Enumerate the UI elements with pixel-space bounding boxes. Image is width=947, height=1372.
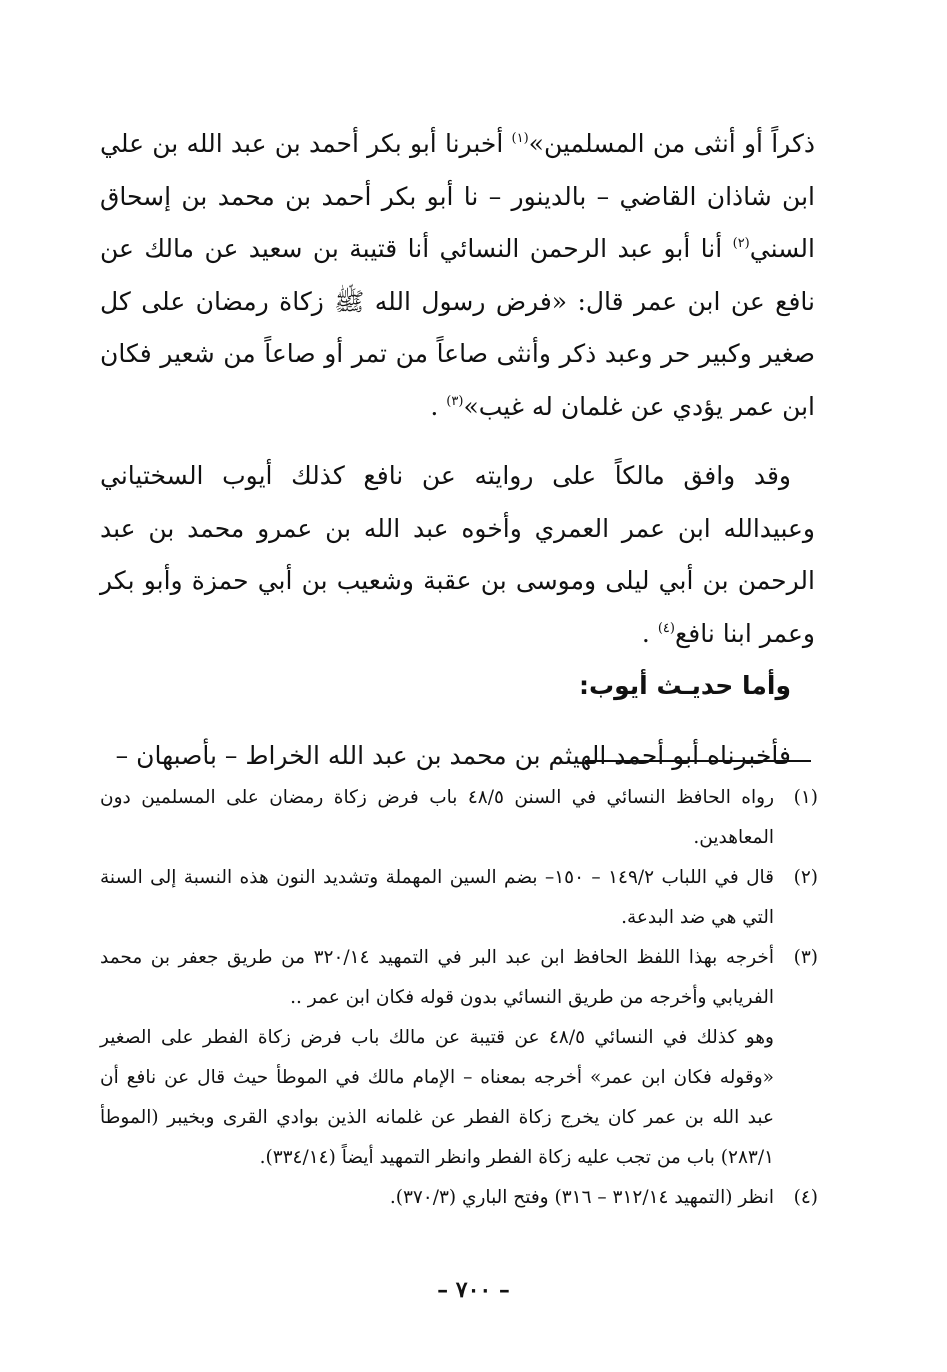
paragraph-2 [100, 450, 815, 660]
footnote-ref-4: (٤) [657, 620, 675, 636]
footnote-line: أخرجه بهذا اللفظ الحافظ ابن عبد البر في التمهيد ٣٢٠/١٤ من طريق جعفر بن محمد الفريابي وأخرجه من طريق النسائي بدون قوله فكان ابن عمر .. [100, 947, 775, 1008]
main-text [100, 118, 815, 782]
footnote-number: (٢) [793, 867, 818, 888]
footnote-line: قال في اللباب ١٤٩/٢ – ١٥٠– بضم السين المهملة وتشديد النون هذه النسبة إلى السنة التي هي ضد البدعة. [100, 867, 774, 928]
footnote-2 [100, 858, 818, 938]
footnote-ref-2: (٢) [732, 236, 750, 251]
text-segment: ذكراً أو أنثى من المسلمين» [528, 129, 815, 158]
footnotes [100, 778, 818, 1218]
footnote-ref-3: (٣) [446, 393, 464, 409]
footnote-line: وهو كذلك في النسائي ٤٨/٥ عن قتيبة عن مالك باب فرض زكاة الفطر على الصغير «وقوله فكان ابن عمر» أخرجه بمعناه – الإمام مالك في الموطأ حيث قال عن نافع أن عبد الله بن عمر كان يخرج زكاة الفطر عن غلمانه الذين بوادي القرى وبخيبر (الموطأ ٢٨٣/١) باب من تجب عليه زكاة الفطر وانظر التمهيد أيضاً (٣٣٤/١٤). [100, 1027, 774, 1168]
footnote-line: انظر (التمهيد ٣١٢/١٤ – ٣١٦) وفتح الباري (٣٧٠/٣). [389, 1187, 774, 1208]
section-heading: وأما حديـث أيوب: [579, 671, 791, 700]
footnote-ref-1: (١) [511, 131, 529, 146]
text-segment: أخبرنا أبو بكر أحمد بن عبد الله بن علي ابن شاذان القاضي – بالدينور – نا أبو بكر أحمد بن محمد بن إسحاق السني [100, 129, 815, 263]
text-segment: وقد وافق مالكاً على روايته عن نافع كذلك أيوب السختياني وعبيدالله ابن عمر العمري وأخوه عبد الله بن عمرو محمد بن عبد الرحمن بن أبي ليلى وموسى بن عقبة وشعيب بن أبي حمزة وأبو بكر وعمر ابنا نافع [100, 461, 815, 648]
footnote-text [100, 938, 774, 1178]
footnote-text [100, 1178, 774, 1218]
footnote-number: (١) [793, 787, 818, 808]
footnote-number: (٣) [793, 947, 818, 968]
footnote-3 [100, 938, 818, 1178]
text-segment: أنا أبو عبد الرحمن النسائي أنا قتيبة بن سعيد عن مالك عن نافع عن ابن عمر قال: «فرض رسول الله ﷺ زكاة رمضان على كل صغير وكبير حر وعبد ذكر وأنثى صاعاً من تمر أو صاعاً من شعير فكان ابن عمر يؤدي عن غلمان له غيب» [100, 234, 815, 421]
footnote-1 [100, 778, 818, 858]
footnote-line: رواه الحافظ النسائي في السنن ٤٨/٥ باب فرض زكاة رمضان على المسلمين دون المعاهدين. [100, 787, 774, 848]
footnote-separator [585, 760, 811, 762]
footnote-text [100, 778, 774, 858]
text-segment: . [430, 391, 447, 421]
footnote-4 [100, 1178, 818, 1218]
footnote-number: (٤) [793, 1187, 818, 1208]
paragraph-3: فأخبرناه أبو أحمد الهيثم بن محمد بن عبد الله الخراط – بأصبهان – [115, 740, 791, 770]
paragraph-1 [100, 118, 815, 433]
footnote-text [100, 858, 774, 938]
text-segment: . [641, 618, 658, 648]
page-number: – ٧٠٠ – [437, 1277, 510, 1303]
